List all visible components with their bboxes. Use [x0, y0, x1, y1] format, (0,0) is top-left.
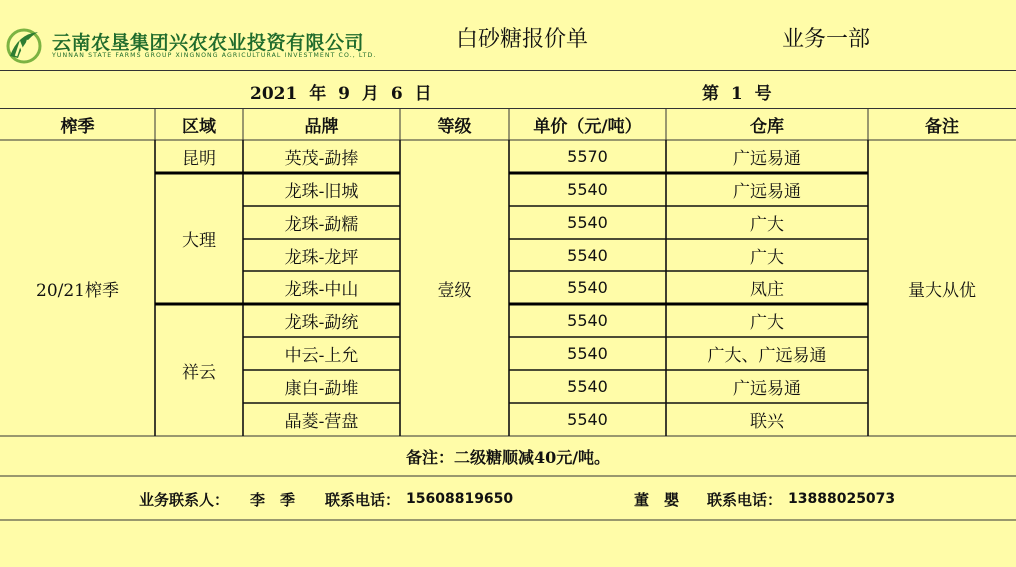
phone-number-1: 15608819650: [406, 491, 514, 507]
region-xiangyun: 祥云: [182, 362, 216, 383]
table-row-price: 5540: [567, 344, 608, 363]
table-row-brand: 英茂-勐捧: [284, 149, 359, 169]
table-row-price: 5540: [567, 410, 608, 429]
table-row-price: 5570: [567, 147, 608, 166]
date-row: [0, 70, 1016, 109]
col-header-price: 单价（元/吨）: [533, 116, 642, 137]
table-row-warehouse: 广远易通: [733, 149, 801, 169]
company-logo: [4, 26, 46, 64]
remark-cell: 量大从优: [908, 280, 976, 301]
table-row-brand: 康白-勐堆: [284, 379, 359, 399]
table-row-price: 5540: [567, 377, 608, 396]
phone-label-1: 联系电话：: [325, 491, 401, 509]
grade-cell: 壹级: [437, 280, 472, 301]
table-row-brand: 龙珠-勐糯: [284, 215, 359, 235]
region-dali: 大理: [182, 231, 216, 251]
company-name-cn: 云南农垦集团兴农农业投资有限公司: [52, 32, 365, 54]
table-row-warehouse: 广远易通: [733, 379, 801, 399]
table-row-price: 5540: [567, 180, 608, 199]
col-header-brand: 品牌: [304, 116, 339, 137]
col-header-season: 榨季: [60, 116, 95, 137]
table-row-price: 5540: [567, 278, 608, 297]
table-row-warehouse: 联兴: [750, 412, 784, 432]
season-cell: 20/21榨季: [36, 280, 119, 301]
company-name-en: YUNNAN STATE FARMS GROUP XINGNONG AGRICULTURAL INVESTMENT CO., LTD.: [52, 52, 377, 59]
contact-person-1: 李 季: [250, 491, 296, 509]
table-row-warehouse: 凤庄: [750, 280, 784, 300]
quote-date: 2021 年 9 月 6 日: [250, 84, 432, 104]
table-row-brand: 晶菱-营盘: [284, 412, 359, 432]
col-header-warehouse: 仓库: [750, 116, 784, 137]
table-row-warehouse: 广大、广远易通: [707, 346, 827, 366]
table-row-price: 5540: [567, 245, 608, 265]
contact-person-2: 董 嬰: [634, 491, 680, 509]
table-row-brand: 中云-上允: [284, 346, 359, 366]
col-header-region: 区域: [182, 116, 216, 137]
footnote: 备注：二级糖顺减40元/吨。: [405, 447, 611, 467]
table-row-price: 5540: [567, 311, 608, 330]
table-row-price: 5540: [567, 213, 608, 232]
document-title: 白砂糖报价单: [456, 27, 589, 52]
table-row-brand: 龙珠-勐统: [284, 313, 359, 333]
col-header-grade: 等级: [437, 116, 472, 137]
col-header-remark: 备注: [925, 116, 959, 137]
table-row-warehouse: 广远易通: [733, 182, 801, 202]
department-label: 业务一部: [782, 27, 871, 52]
phone-label-2: 联系电话：: [707, 491, 783, 509]
table-row-warehouse: 广大: [750, 215, 784, 235]
table-row-brand: 龙珠-龙坪: [284, 247, 359, 268]
table-row-brand: 龙珠-中山: [284, 280, 359, 300]
region-kunming: 昆明: [182, 149, 216, 169]
contact-label: 业务联系人：: [139, 491, 230, 509]
table-row-warehouse: 广大: [750, 247, 784, 268]
table-row-warehouse: 广大: [750, 313, 784, 333]
table-row-brand: 龙珠-旧城: [284, 182, 359, 202]
phone-number-2: 13888025073: [788, 491, 896, 507]
quote-number: 第 1 号: [702, 84, 772, 104]
